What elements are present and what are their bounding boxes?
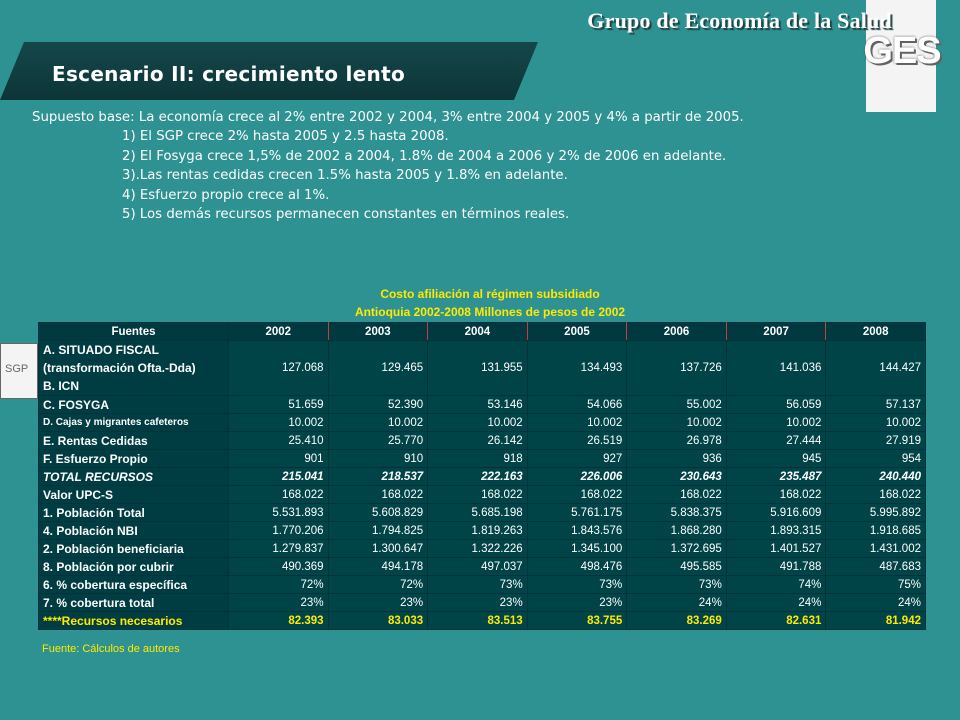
table-cell: 10.002 — [527, 414, 627, 432]
table-row — [39, 432, 926, 450]
table-cell: 5.761.175 — [527, 504, 627, 522]
table-row — [39, 612, 926, 630]
table-cell: 127.068 — [229, 341, 329, 396]
table-cell: 83.269 — [627, 612, 727, 630]
table-cell: 131.955 — [428, 341, 528, 396]
table-cell: 27.919 — [826, 432, 926, 450]
table-cell: 129.465 — [328, 341, 428, 396]
row-label-b: B. ICN — [43, 379, 79, 393]
table-cell: 910 — [328, 450, 428, 468]
table-cell: 83.033 — [328, 612, 428, 630]
table-cell: 490.369 — [229, 558, 329, 576]
assumption-item: 3).Las rentas cedidas crecen 1.5% hasta 2005 y 1.8% en adelante. — [122, 168, 568, 184]
table-cell: 137.726 — [627, 341, 727, 396]
table-cell: 494.178 — [328, 558, 428, 576]
cost-table — [38, 322, 926, 630]
assumption-intro: Supuesto base: La economía crece al 2% entre 2002 y 2004, 3% entre 2004 y 2005 y 4% a partir de 2005. — [32, 110, 744, 125]
header-year: 2002 — [229, 323, 329, 341]
row-label: E. Rentas Cedidas — [39, 432, 229, 450]
table-cell: 51.659 — [229, 396, 329, 414]
header-year: 2007 — [726, 323, 826, 341]
table-row — [39, 540, 926, 558]
table-cell: 918 — [428, 450, 528, 468]
table-cell: 141.036 — [726, 341, 826, 396]
row-label: ****Recursos necesarios — [39, 612, 229, 630]
table-cell: 83.755 — [527, 612, 627, 630]
table-cell: 72% — [328, 576, 428, 594]
table-cell: 1.372.695 — [627, 540, 727, 558]
table-row — [39, 486, 926, 504]
table-caption-title: Costo afiliación al régimen subsidiado — [380, 287, 600, 301]
header-year: 2005 — [527, 323, 627, 341]
table-cell: 10.002 — [428, 414, 528, 432]
table-cell: 26.142 — [428, 432, 528, 450]
table-cell: 26.978 — [627, 432, 727, 450]
assumptions-text — [32, 108, 932, 224]
table-cell: 954 — [826, 450, 926, 468]
table-cell: 55.002 — [627, 396, 727, 414]
table-cell: 10.002 — [627, 414, 727, 432]
assumption-item: 5) Los demás recursos permanecen constantes en términos reales. — [122, 207, 570, 223]
table-cell: 23% — [527, 594, 627, 612]
row-label — [39, 341, 229, 396]
row-label: C. FOSYGA — [39, 396, 229, 414]
table-cell: 5.838.375 — [627, 504, 727, 522]
row-label: 1. Población Total — [39, 504, 229, 522]
table-cell: 936 — [627, 450, 727, 468]
row-label: TOTAL RECURSOS — [39, 468, 229, 486]
table-row-situado-icn — [39, 341, 926, 396]
row-label-a1: A. SITUADO FISCAL — [43, 343, 159, 357]
table-cell: 487.683 — [826, 558, 926, 576]
table-row — [39, 594, 926, 612]
table-cell: 24% — [627, 594, 727, 612]
table-cell: 168.022 — [826, 486, 926, 504]
table-caption-subtitle: Antioquia 2002-2008 Millones de pesos de 2002 — [354, 305, 626, 319]
header-year: 2004 — [428, 323, 528, 341]
table-cell: 10.002 — [826, 414, 926, 432]
table-cell: 10.002 — [229, 414, 329, 432]
table-cell: 75% — [826, 576, 926, 594]
table-row — [39, 522, 926, 540]
table-cell: 1.868.280 — [627, 522, 727, 540]
table-cell: 230.643 — [627, 468, 727, 486]
table-cell: 1.843.576 — [527, 522, 627, 540]
organization-title: Grupo de Economía de la Salud — [587, 8, 892, 33]
table-cell: 83.513 — [428, 612, 528, 630]
table-cell: 24% — [726, 594, 826, 612]
table-cell: 222.163 — [428, 468, 528, 486]
table-cell: 57.137 — [826, 396, 926, 414]
table-cell: 23% — [328, 594, 428, 612]
row-label: D. Cajas y migrantes cafeteros — [39, 414, 229, 432]
assumption-item: 1) El SGP crece 2% hasta 2005 y 2.5 hasta 2008. — [122, 129, 449, 145]
table-cell: 5.916.609 — [726, 504, 826, 522]
table-cell: 5.608.829 — [328, 504, 428, 522]
table-cell: 1.279.837 — [229, 540, 329, 558]
table-row — [39, 558, 926, 576]
header-year: 2006 — [627, 323, 727, 341]
table-header-row — [39, 323, 926, 341]
table-row — [39, 504, 926, 522]
table-row — [39, 468, 926, 486]
assumption-item: 2) El Fosyga crece 1,5% de 2002 a 2004, 1.8% de 2004 a 2006 y 2% de 2006 en adelante. — [122, 148, 727, 164]
table-cell: 497.037 — [428, 558, 528, 576]
table-cell: 226.006 — [527, 468, 627, 486]
source-note: Fuente: Cálculos de autores — [42, 643, 180, 655]
table-cell: 134.493 — [527, 341, 627, 396]
table-cell: 1.893.315 — [726, 522, 826, 540]
sgp-side-label: SGP — [0, 343, 38, 399]
table-cell: 24% — [826, 594, 926, 612]
table-cell: 72% — [229, 576, 329, 594]
table-cell: 168.022 — [527, 486, 627, 504]
table-cell: 1.401.527 — [726, 540, 826, 558]
table-cell: 54.066 — [527, 396, 627, 414]
row-label: 6. % cobertura específica — [39, 576, 229, 594]
table-cell: 240.440 — [826, 468, 926, 486]
header-fuentes: Fuentes — [39, 323, 229, 341]
header-year: 2008 — [826, 323, 926, 341]
table-cell: 82.393 — [229, 612, 329, 630]
table-cell: 1.794.825 — [328, 522, 428, 540]
table-cell: 901 — [229, 450, 329, 468]
row-label: 4. Población NBI — [39, 522, 229, 540]
table-row — [39, 450, 926, 468]
table-cell: 10.002 — [726, 414, 826, 432]
row-label: 7. % cobertura total — [39, 594, 229, 612]
table-cell: 1.300.647 — [328, 540, 428, 558]
row-label: Valor UPC-S — [39, 486, 229, 504]
table-cell: 144.427 — [826, 341, 926, 396]
table-cell: 1.770.206 — [229, 522, 329, 540]
slide-title: Escenario II: crecimiento lento — [52, 62, 406, 86]
table-row — [39, 414, 926, 432]
table-cell: 945 — [726, 450, 826, 468]
table-cell: 491.788 — [726, 558, 826, 576]
table-cell: 495.585 — [627, 558, 727, 576]
table-cell: 168.022 — [229, 486, 329, 504]
table-cell: 168.022 — [428, 486, 528, 504]
table-cell: 1.322.226 — [428, 540, 528, 558]
table-cell: 1.431.002 — [826, 540, 926, 558]
table-cell: 5.685.198 — [428, 504, 528, 522]
table-cell: 5.531.893 — [229, 504, 329, 522]
header-year: 2003 — [328, 323, 428, 341]
table-cell: 73% — [428, 576, 528, 594]
assumption-item: 4) Esfuerzo propio crece al 1%. — [122, 187, 330, 203]
row-label: 8. Población por cubrir — [39, 558, 229, 576]
table-cell: 73% — [527, 576, 627, 594]
table-cell: 25.410 — [229, 432, 329, 450]
table-cell: 5.995.892 — [826, 504, 926, 522]
table-cell: 23% — [428, 594, 528, 612]
table-cell: 498.476 — [527, 558, 627, 576]
table-cell: 10.002 — [328, 414, 428, 432]
row-label: 2. Población beneficiaria — [39, 540, 229, 558]
table-cell: 23% — [229, 594, 329, 612]
table-cell: 56.059 — [726, 396, 826, 414]
table-cell: 168.022 — [328, 486, 428, 504]
table-cell: 168.022 — [627, 486, 727, 504]
table-cell: 1.819.263 — [428, 522, 528, 540]
table-cell: 235.487 — [726, 468, 826, 486]
ges-logo: GES — [863, 30, 941, 72]
table-cell: 215.041 — [229, 468, 329, 486]
table-cell: 25.770 — [328, 432, 428, 450]
table-cell: 27.444 — [726, 432, 826, 450]
row-label-a2: (transformación Ofta.-Dda) — [43, 361, 196, 375]
table-cell: 26.519 — [527, 432, 627, 450]
table-cell: 82.631 — [726, 612, 826, 630]
table-row — [39, 576, 926, 594]
table-cell: 81.942 — [826, 612, 926, 630]
table-cell: 1.345.100 — [527, 540, 627, 558]
table-cell: 53.146 — [428, 396, 528, 414]
table-cell: 52.390 — [328, 396, 428, 414]
table-cell: 218.537 — [328, 468, 428, 486]
table-cell: 74% — [726, 576, 826, 594]
table-cell: 168.022 — [726, 486, 826, 504]
table-row — [39, 396, 926, 414]
table-cell: 1.918.685 — [826, 522, 926, 540]
table-cell: 73% — [627, 576, 727, 594]
row-label: F. Esfuerzo Propio — [39, 450, 229, 468]
table-cell: 927 — [527, 450, 627, 468]
